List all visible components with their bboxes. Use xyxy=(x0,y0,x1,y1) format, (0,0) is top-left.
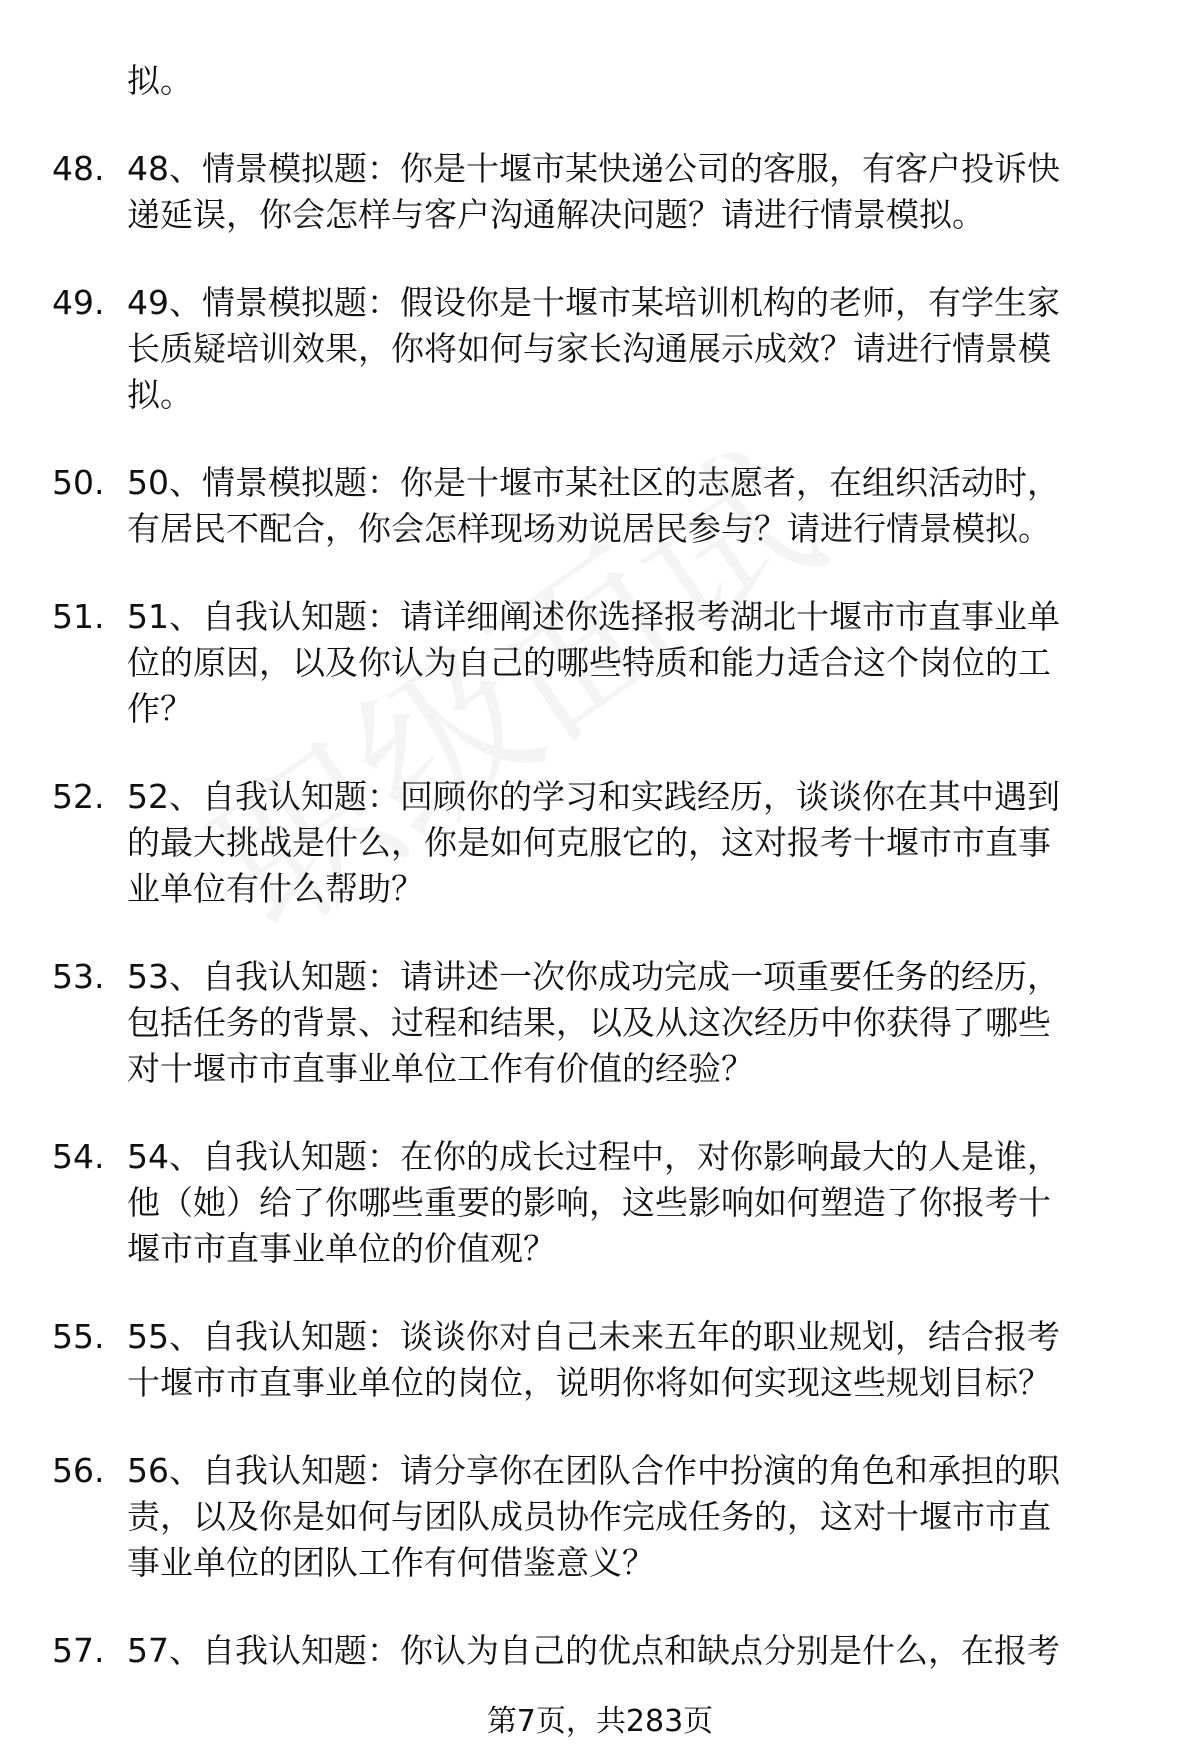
item-number: 48. xyxy=(52,149,105,188)
text-line: 55、自我认知题：谈谈你对自己未来五年的职业规划，结合报考 xyxy=(127,1317,1060,1356)
item-text xyxy=(127,1314,1152,1406)
page-number: 第7页，共283页 xyxy=(486,1704,714,1739)
list-item xyxy=(52,954,1152,1092)
text-line: 54、自我认知题：在你的成长过程中，对你影响最大的人是谁， xyxy=(127,1137,1060,1176)
text-line: 十堰市市直事业单位的岗位，说明你将如何实现这些规划目标？ xyxy=(127,1363,1051,1402)
text-line: 51、自我认知题：请详细阐述你选择报考湖北十堰市市直事业单 xyxy=(127,597,1060,636)
text-line: 业单位有什么帮助？ xyxy=(127,869,424,908)
item-text xyxy=(127,1628,1152,1674)
item-text xyxy=(127,1448,1152,1586)
text-line: 53、自我认知题：请讲述一次你成功完成一项重要任务的经历， xyxy=(127,957,1060,996)
item-text xyxy=(127,594,1152,732)
text-line: 49、情景模拟题：假设你是十堰市某培训机构的老师，有学生家 xyxy=(127,283,1060,322)
item-number: 55. xyxy=(52,1317,105,1356)
item-text xyxy=(127,146,1152,238)
item-number: 56. xyxy=(52,1451,105,1490)
item-text xyxy=(127,1134,1152,1272)
continuation-text: 拟。 xyxy=(127,61,193,100)
list-item xyxy=(52,1448,1152,1586)
text-line: 包括任务的背景、过程和结果，以及从这次经历中你获得了哪些 xyxy=(127,1003,1051,1042)
text-line: 位的原因，以及你认为自己的哪些特质和能力适合这个岗位的工 xyxy=(127,643,1051,682)
item-number: 51. xyxy=(52,597,105,636)
list-item xyxy=(52,460,1152,552)
list-item xyxy=(52,1314,1152,1406)
item-text xyxy=(127,280,1152,418)
list-item xyxy=(52,774,1152,912)
item-number: 50. xyxy=(52,463,105,502)
list-item xyxy=(52,1628,1152,1674)
text-line: 拟。 xyxy=(127,375,193,414)
item-number: 57. xyxy=(52,1631,105,1670)
text-line: 57、自我认知题：你认为自己的优点和缺点分别是什么，在报考 xyxy=(127,1631,1060,1670)
text-line: 长质疑培训效果，你将如何与家长沟通展示成效？请进行情景模 xyxy=(127,329,1051,368)
item-text xyxy=(127,774,1152,912)
question-list xyxy=(52,58,1152,1716)
item-text xyxy=(127,954,1152,1092)
text-line: 递延误，你会怎样与客户沟通解决问题？请进行情景模拟。 xyxy=(127,195,985,234)
item-text xyxy=(127,460,1152,552)
text-line: 48、情景模拟题：你是十堰市某快递公司的客服，有客户投诉快 xyxy=(127,149,1060,188)
text-line: 有居民不配合，你会怎样现场劝说居民参与？请进行情景模拟。 xyxy=(127,509,1051,548)
text-line: 作？ xyxy=(127,689,193,728)
item-number: 54. xyxy=(52,1137,105,1176)
list-item xyxy=(52,594,1152,732)
list-item xyxy=(52,280,1152,418)
list-item xyxy=(52,146,1152,238)
text-line: 责，以及你是如何与团队成员协作完成任务的，这对十堰市市直 xyxy=(127,1497,1051,1536)
text-line: 的最大挑战是什么，你是如何克服它的，这对报考十堰市市直事 xyxy=(127,823,1051,862)
item-number: 53. xyxy=(52,957,105,996)
text-line: 事业单位的团队工作有何借鉴意义？ xyxy=(127,1543,655,1582)
text-line: 堰市市直事业单位的价值观？ xyxy=(127,1229,556,1268)
list-item xyxy=(52,1134,1152,1272)
item-number: 49. xyxy=(52,283,105,322)
text-line: 他（她）给了你哪些重要的影响，这些影响如何塑造了你报考十 xyxy=(127,1183,1051,1222)
item-number: 52. xyxy=(52,777,105,816)
text-line: 56、自我认知题：请分享你在团队合作中扮演的角色和承担的职 xyxy=(127,1451,1060,1490)
text-line: 52、自我认知题：回顾你的学习和实践经历，谈谈你在其中遇到 xyxy=(127,777,1060,816)
text-line: 50、情景模拟题：你是十堰市某社区的志愿者，在组织活动时， xyxy=(127,463,1060,502)
text-line: 对十堰市市直事业单位工作有价值的经验？ xyxy=(127,1049,754,1088)
